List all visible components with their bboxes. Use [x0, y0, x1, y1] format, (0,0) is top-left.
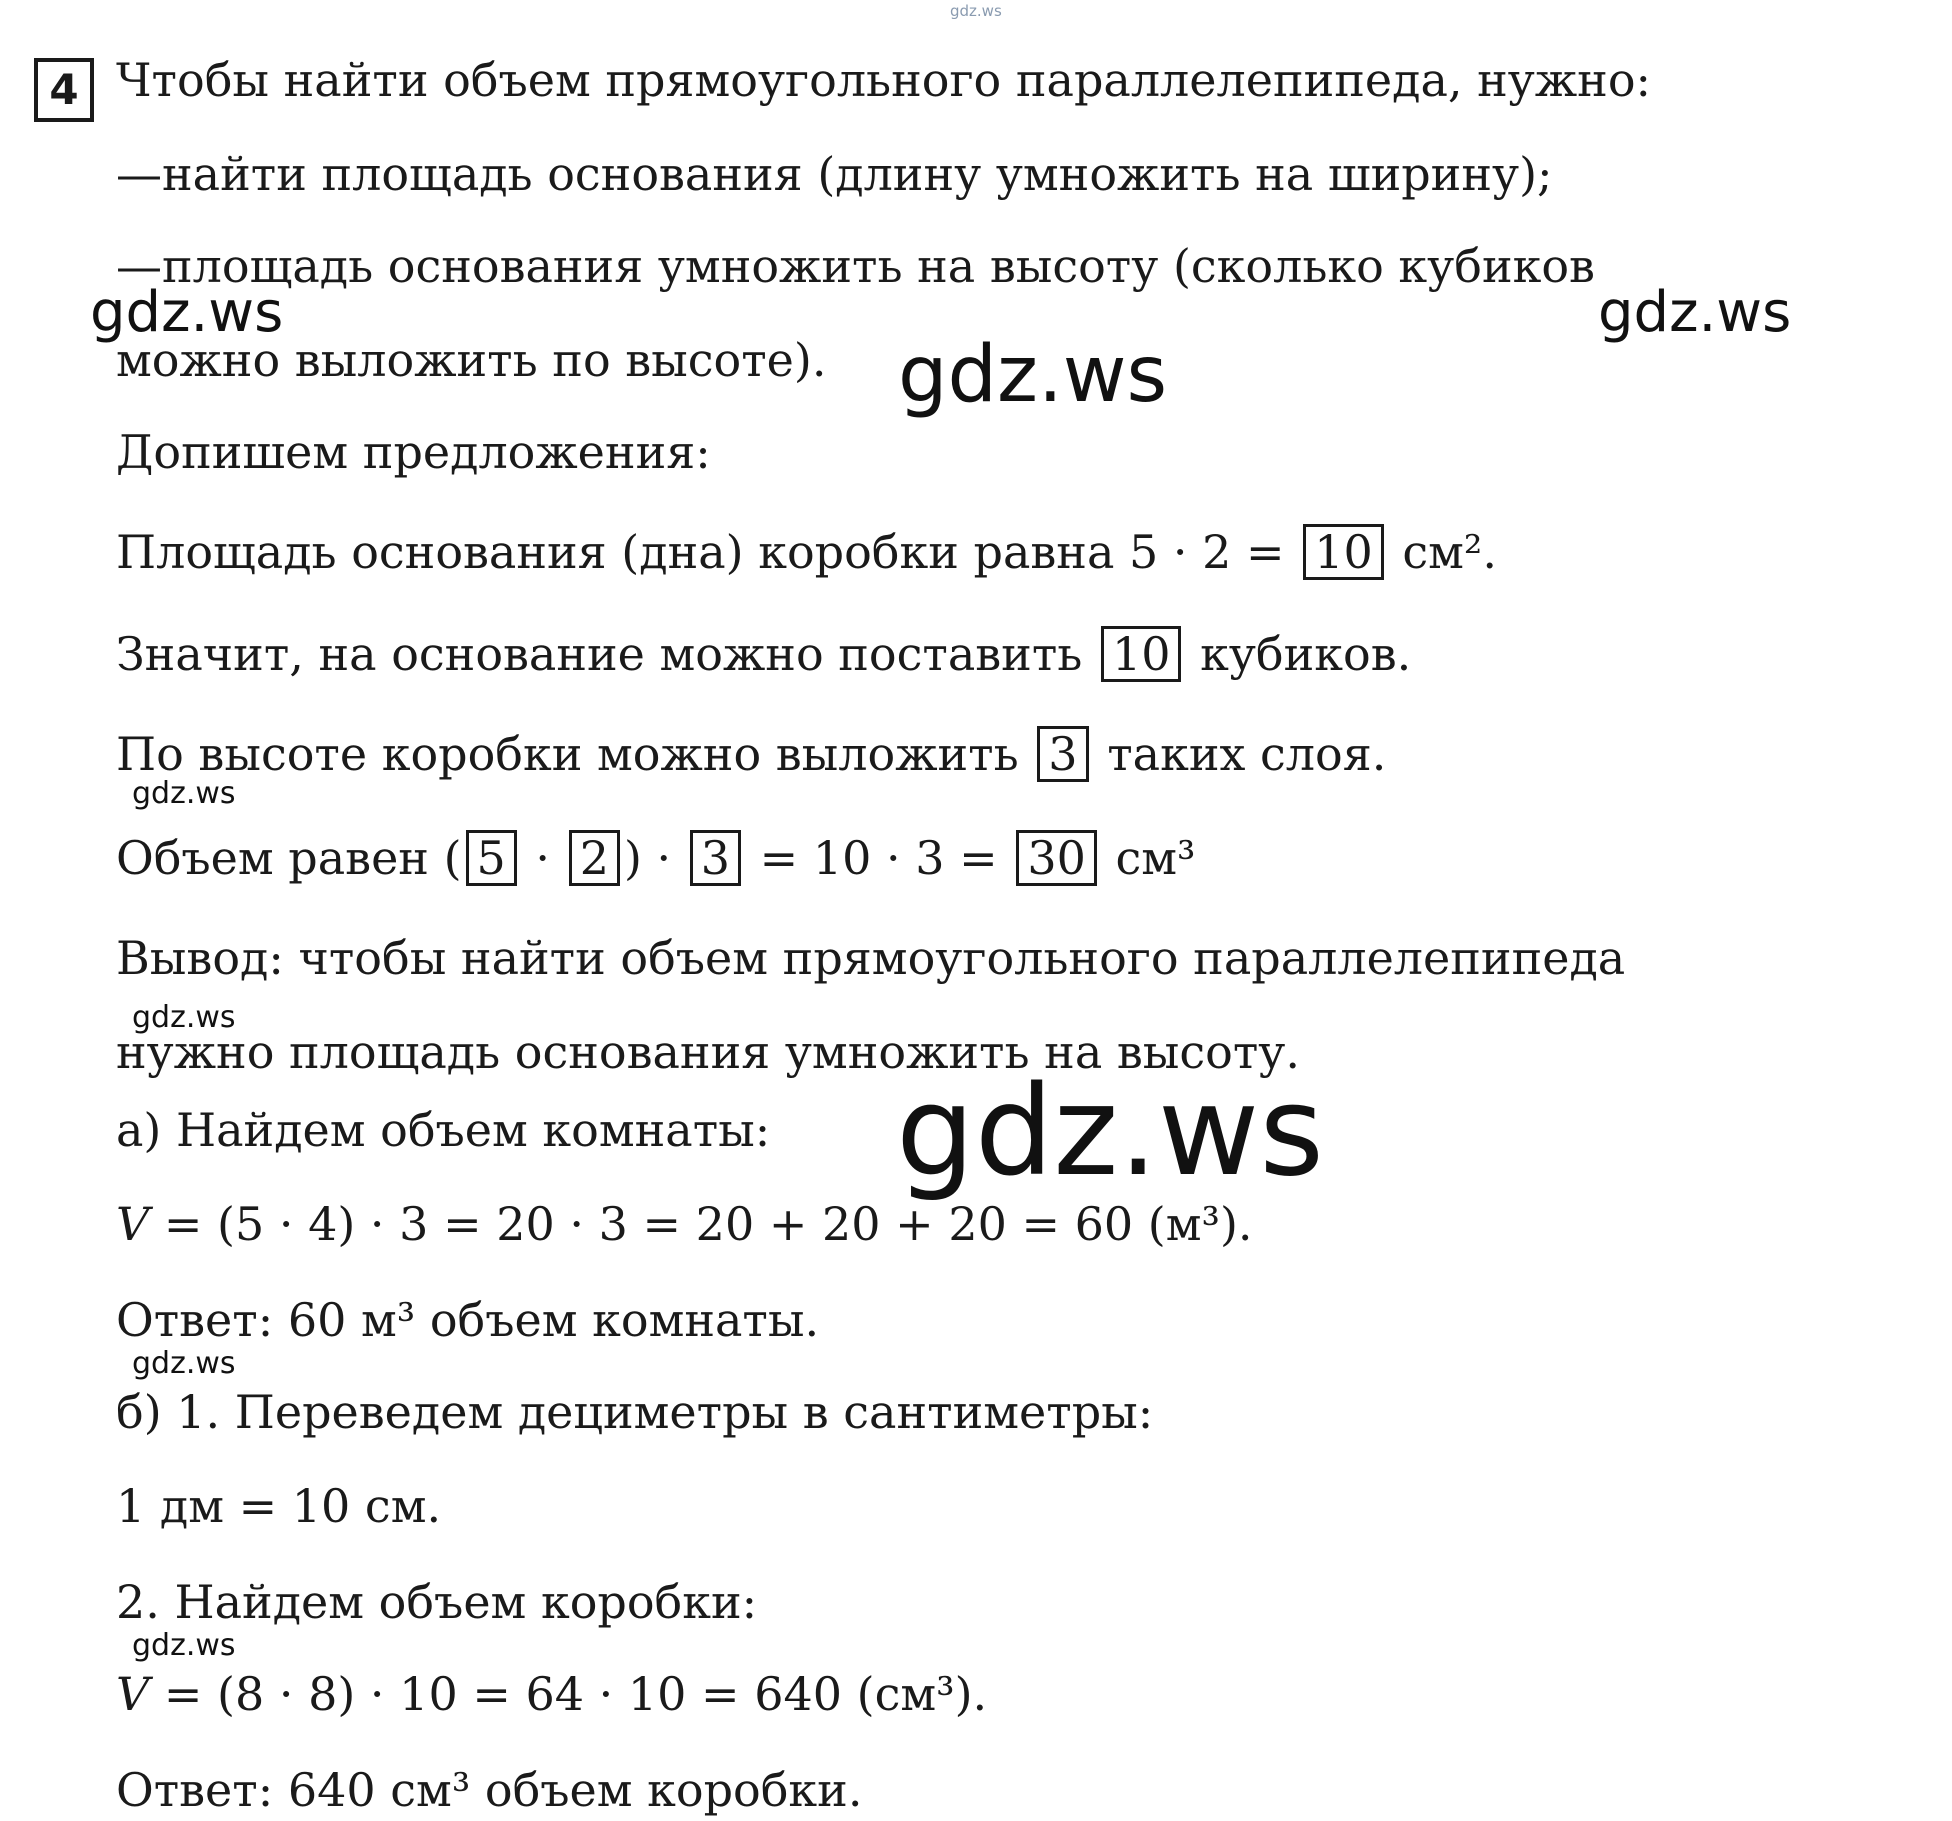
answer-box-cubes: 10 — [1101, 626, 1182, 682]
text-line-10: Вывод: чтобы найти объем прямоугольного параллелепипеда — [116, 931, 1626, 985]
watermark-left-1: gdz.ws — [90, 280, 284, 345]
text-line-18 — [116, 1666, 987, 1722]
line-6-unit: см². — [1387, 525, 1497, 579]
volume-variable: V — [116, 1197, 150, 1251]
text-line-12: а) Найдем объем комнаты: — [116, 1103, 771, 1157]
line-9-dot: · — [520, 831, 565, 885]
text-line-14: Ответ: 60 м³ объем комнаты. — [116, 1293, 820, 1347]
watermark-small-2: gdz.ws — [132, 1000, 236, 1035]
text-line-1: Чтобы найти объем прямоугольного параллелепипеда, нужно: — [116, 53, 1652, 107]
volume-variable: V — [116, 1667, 150, 1721]
text-line-7 — [116, 626, 1411, 682]
line-7-end: кубиков. — [1185, 627, 1412, 681]
line-13-calc: = (5 · 4) · 3 = 20 · 3 = 20 + 20 + 20 = 60 (м³). — [149, 1197, 1253, 1251]
watermark-right-1: gdz.ws — [1598, 280, 1792, 345]
line-8-end: таких слоя. — [1092, 727, 1387, 781]
text-line-15: б) 1. Переведем дециметры в сантиметры: — [116, 1385, 1154, 1439]
text-line-13 — [116, 1196, 1253, 1252]
text-line-8 — [116, 726, 1386, 782]
text-line-3: —площадь основания умножить на высоту (сколько кубиков — [116, 239, 1595, 293]
answer-box-height: 3 — [690, 830, 741, 886]
answer-box-volume: 30 — [1016, 830, 1097, 886]
line-9-mid: ) · — [623, 831, 686, 885]
answer-box-area: 10 — [1303, 524, 1384, 580]
line-7-text: Значит, на основание можно поставить — [116, 627, 1097, 681]
task-number-box: 4 — [34, 58, 94, 122]
text-line-9 — [116, 830, 1195, 886]
text-line-2: —найти площадь основания (длину умножить на ширину); — [116, 147, 1553, 201]
line-6-text: Площадь основания (дна) коробки равна 5 · 2 = — [116, 525, 1300, 579]
line-9-text: Объем равен ( — [116, 831, 462, 885]
answer-box-width: 2 — [569, 830, 620, 886]
line-9-unit: см³ — [1100, 831, 1196, 885]
text-line-17: 2. Найдем объем коробки: — [116, 1575, 758, 1629]
line-9-calc: = 10 · 3 = — [745, 831, 1013, 885]
text-line-6 — [116, 524, 1497, 580]
watermark-small-3: gdz.ws — [132, 1346, 236, 1381]
text-line-5: Допишем предложения: — [116, 425, 711, 479]
text-line-19: Ответ: 640 см³ объем коробки. — [116, 1763, 863, 1817]
text-line-4: можно выложить по высоте). — [116, 333, 827, 387]
watermark-top: gdz.ws — [950, 2, 1002, 20]
answer-box-length: 5 — [466, 830, 517, 886]
text-line-11: нужно площадь основания умножить на высоту. — [116, 1025, 1300, 1079]
line-8-text: По высоте коробки можно выложить — [116, 727, 1034, 781]
watermark-center-1: gdz.ws — [898, 330, 1168, 420]
watermark-center-2: gdz.ws — [896, 1060, 1324, 1204]
text-line-16: 1 дм = 10 см. — [116, 1479, 442, 1533]
answer-box-layers: 3 — [1037, 726, 1088, 782]
watermark-small-1: gdz.ws — [132, 776, 236, 811]
watermark-small-4: gdz.ws — [132, 1628, 236, 1663]
line-18-calc: = (8 · 8) · 10 = 64 · 10 = 640 (см³). — [149, 1667, 988, 1721]
